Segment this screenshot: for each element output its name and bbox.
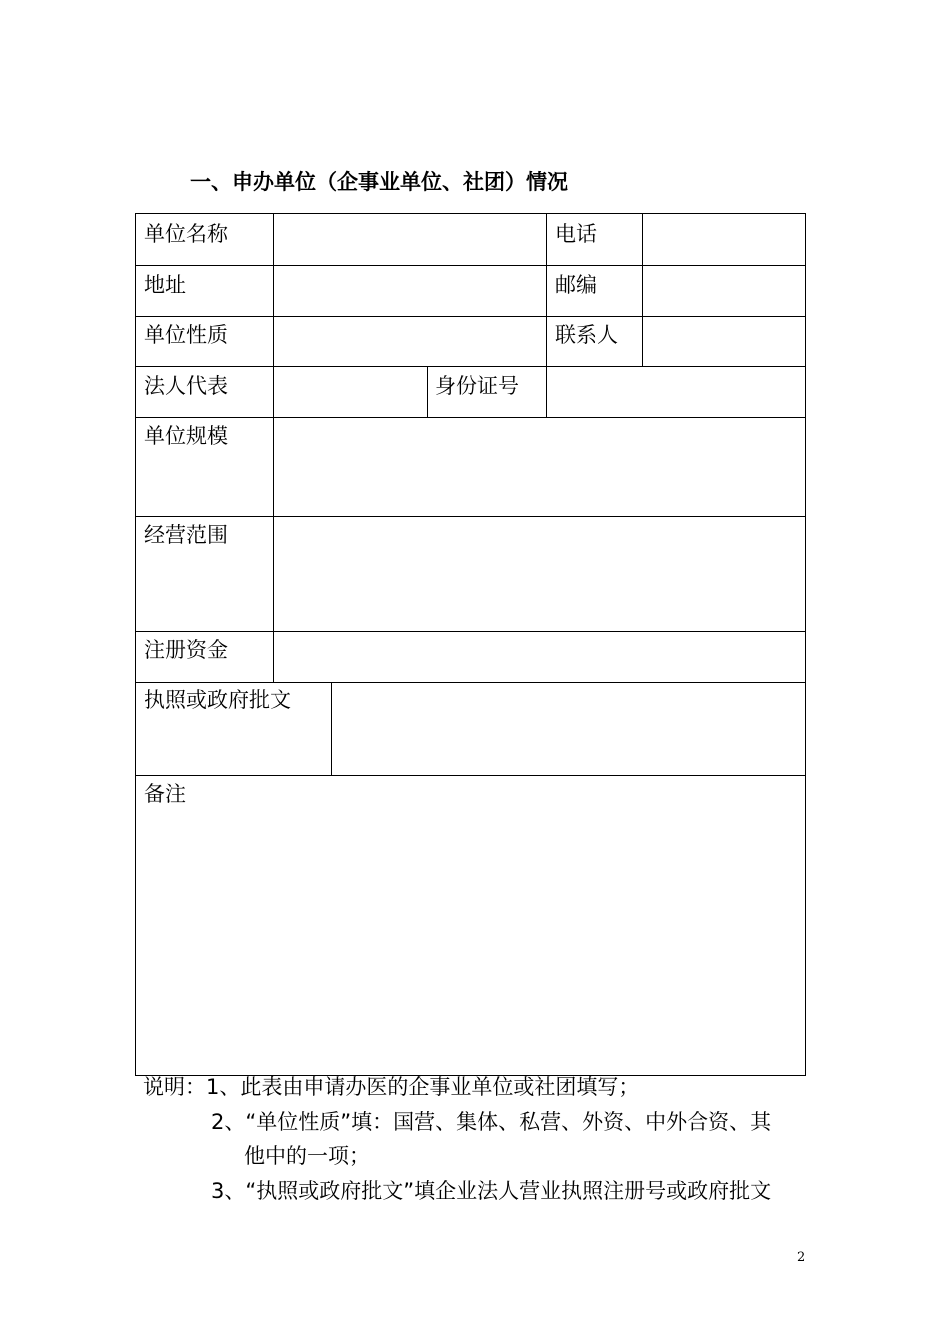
postcode-field[interactable] (643, 266, 806, 316)
postcode-label: 邮编 (555, 273, 597, 297)
unit-nature-field[interactable] (274, 317, 546, 366)
unit-name-field[interactable] (274, 215, 546, 265)
page-number: 2 (797, 1250, 806, 1265)
business-scope-field[interactable] (274, 517, 806, 631)
license-label: 执照或政府批文 (144, 688, 291, 712)
legal-rep-field[interactable] (274, 367, 427, 417)
license-field[interactable] (332, 683, 806, 775)
id-number-label: 身份证号 (435, 374, 519, 398)
contact-field[interactable] (643, 317, 806, 366)
unit-nature-label: 单位性质 (144, 323, 228, 347)
remarks-field[interactable] (137, 810, 806, 1075)
phone-field[interactable] (643, 215, 806, 265)
note-line-1: 说明：1、此表由申请办医的企事业单位或社团填写； (143, 1075, 640, 1099)
id-number-field[interactable] (547, 367, 806, 417)
registered-capital-label: 注册资金 (144, 638, 228, 662)
section-title: 一、申办单位（企事业单位、社团）情况 (190, 170, 568, 194)
note-line-2: 2、“单位性质”填：国营、集体、私营、外资、中外合资、其 (211, 1110, 772, 1134)
phone-label: 电话 (555, 222, 597, 246)
business-scope-label: 经营范围 (144, 523, 228, 547)
note-line-2-continued: 他中的一项； (244, 1144, 370, 1168)
remarks-label: 备注 (144, 782, 186, 806)
note-line-3: 3、“执照或政府批文”填企业法人营业执照注册号或政府批文 (211, 1179, 772, 1203)
registered-capital-field[interactable] (274, 632, 806, 682)
address-field[interactable] (274, 266, 546, 316)
unit-info-form (135, 213, 806, 1076)
contact-label: 联系人 (555, 323, 618, 347)
unit-scale-label: 单位规模 (144, 424, 228, 448)
unit-scale-field[interactable] (274, 418, 806, 516)
legal-rep-label: 法人代表 (144, 374, 228, 398)
address-label: 地址 (144, 273, 186, 297)
unit-name-label: 单位名称 (144, 222, 228, 246)
